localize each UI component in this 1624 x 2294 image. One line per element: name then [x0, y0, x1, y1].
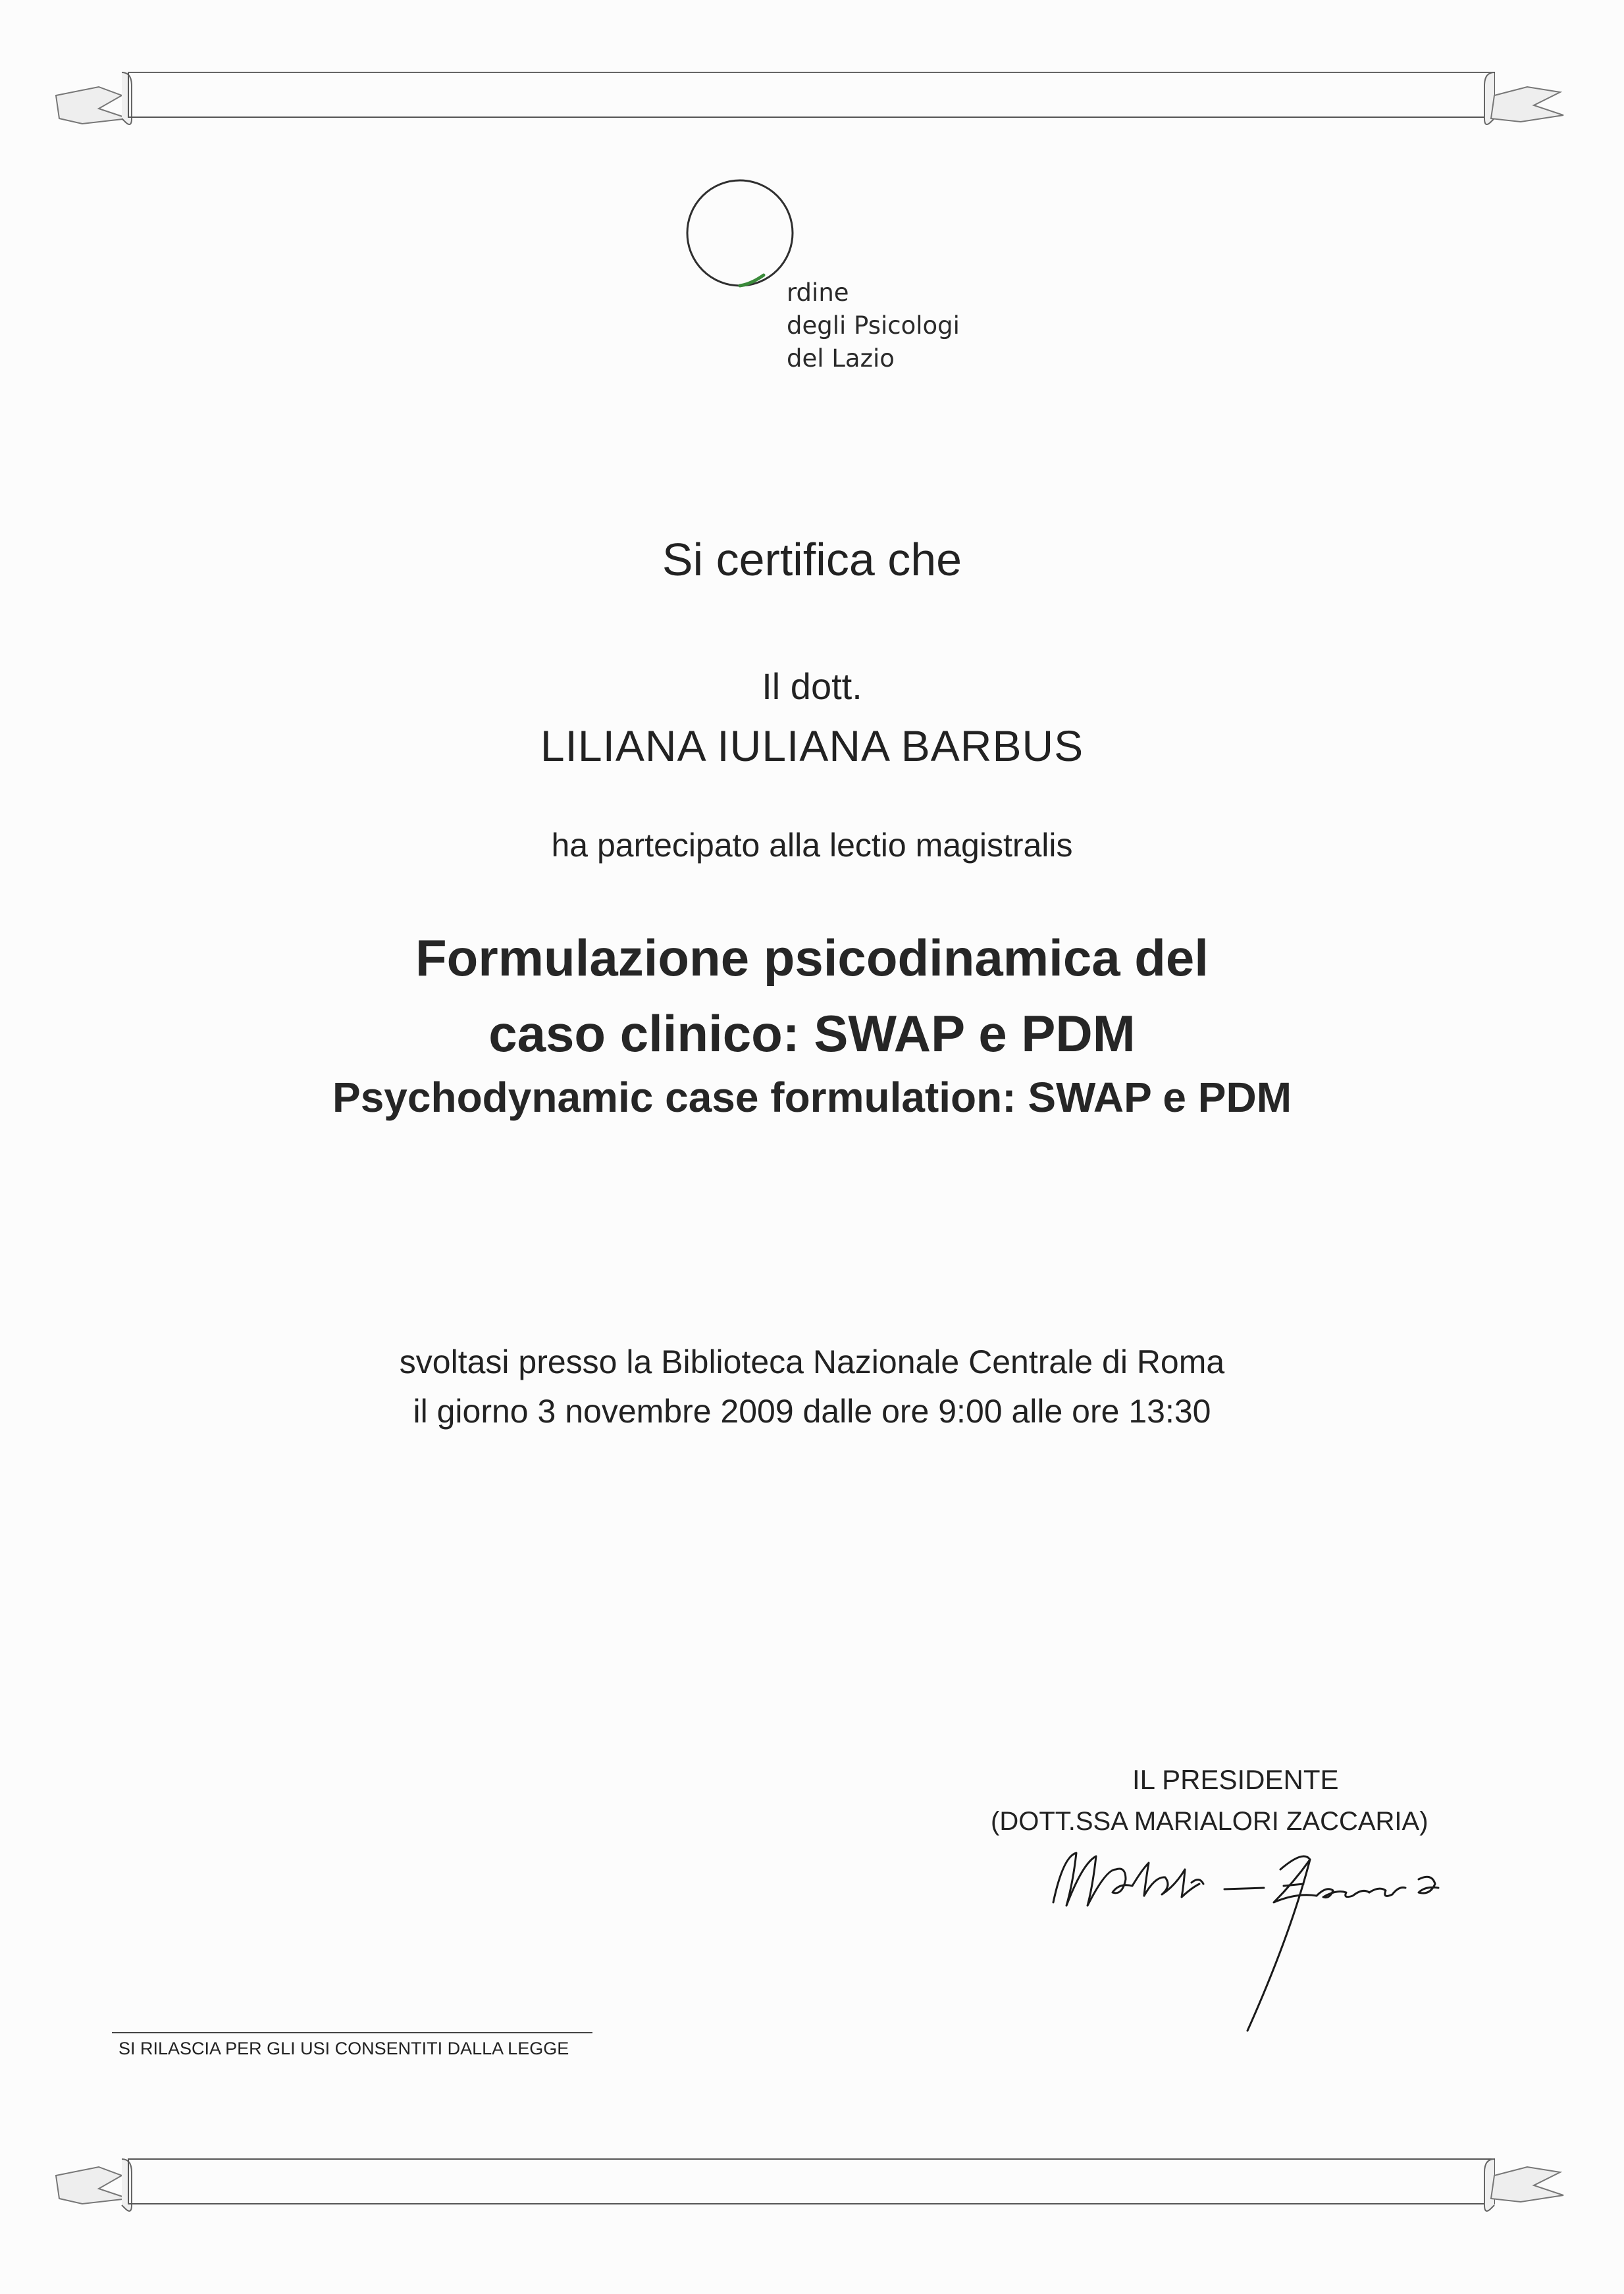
logo-text — [787, 276, 960, 375]
event-location: svoltasi presso la Biblioteca Nazionale Centrale di Roma — [399, 1343, 1225, 1380]
logo-line-1: rdine — [787, 278, 849, 307]
salutation: Il dott. — [762, 665, 862, 707]
footer-divider — [112, 2032, 592, 2033]
logo-line-2: degli Psicologi — [787, 311, 960, 340]
scroll-ornament-icon — [0, 46, 1624, 138]
certificate-intro: Si certifica che — [662, 534, 962, 585]
recipient-name: LILIANA IULIANA BARBUS — [540, 721, 1084, 770]
event-date-time: il giorno 3 novembre 2009 dalle ore 9:00 alle ore 13:30 — [413, 1393, 1211, 1430]
bottom-scroll-border — [0, 2139, 1624, 2231]
footer-legal-note: SI RILASCIA PER GLI USI CONSENTITI DALLA LEGGE — [118, 2039, 569, 2058]
organization-logo — [685, 178, 987, 388]
signatory-name: (DOTT.SSA MARIALORI ZACCARIA) — [991, 1807, 1428, 1836]
handwritten-signature-icon — [1027, 1771, 1501, 2047]
lecture-title-line-2: caso clinico: SWAP e PDM — [488, 1004, 1136, 1062]
participation-text: ha partecipato alla lectio magistralis — [551, 827, 1073, 864]
lecture-title-english: Psychodynamic case formulation: SWAP e PDM — [332, 1074, 1292, 1121]
top-scroll-border — [0, 46, 1624, 138]
scroll-ornament-icon — [0, 2139, 1624, 2231]
signatory-role: IL PRESIDENTE — [1132, 1764, 1339, 1795]
logo-circle-icon — [685, 178, 795, 288]
lecture-title-line-1: Formulazione psicodinamica del — [415, 929, 1209, 987]
logo-line-3: del Lazio — [787, 344, 895, 373]
